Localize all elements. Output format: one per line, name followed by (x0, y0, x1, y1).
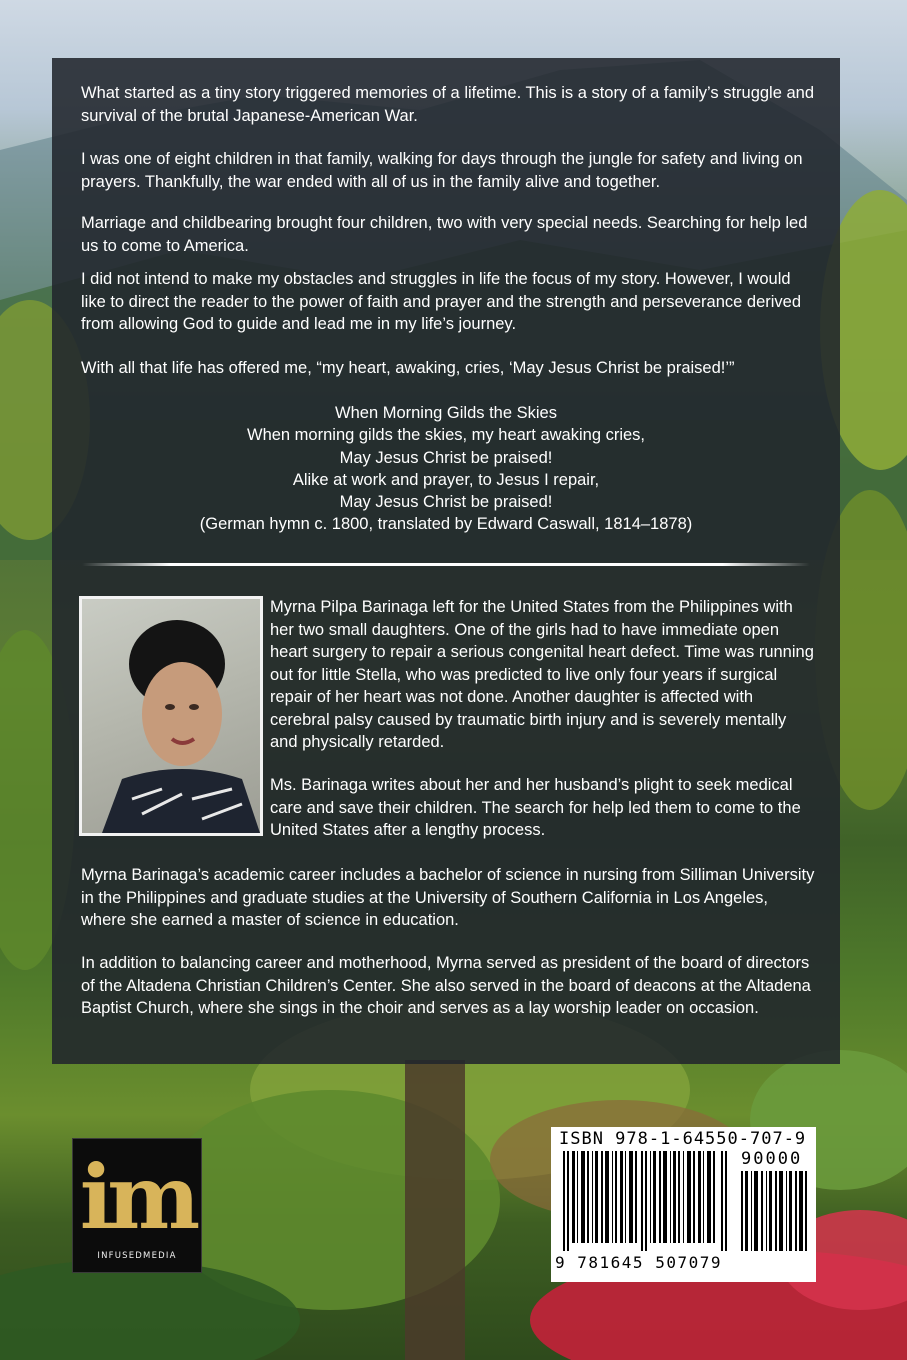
author-bio-paragraph: In addition to balancing career and motherhood, Myrna served as president of the board of directors of the Altadena Christian Children’s Center. She also served in the board of deacons at the Altadena Baptist Church, where she sings in the choir and serves as a lay worship leader on occasion. (81, 954, 811, 1017)
hymn-line: May Jesus Christ be praised! (339, 493, 553, 512)
publisher-logo (72, 1138, 202, 1273)
isbn-barcode (551, 1127, 816, 1282)
intro-paragraph: I was one of eight children in that family, walking for days through the jungle for safety and living on prayers. Thankfully, the war ended with all of us in the family alive and together. (81, 150, 803, 191)
author-bio-paragraph: Myrna Pilpa Barinaga left for the United States from the Philippines with her two small daughters. One of the girls had to have immediate open heart surgery to repair a serious congenital heart defect. Time was running out for little Stella, who was predicted to live only four years if surgical repair of her heart was not done. Another daughter is affected with cerebral palsy caused by traumatic birth injury and is severely mentally and physically retarded. (270, 598, 814, 751)
intro-paragraph: With all that life has offered me, “my heart, awaking, cries, ‘May Jesus Christ be praised!’” (81, 359, 735, 377)
addon-bars (741, 1171, 809, 1251)
author-photo (79, 596, 263, 836)
ean-digits: 9 781645 507079 (555, 1253, 722, 1272)
author-bio-paragraph: Myrna Barinaga’s academic career includes a bachelor of science in nursing from Silliman University in the Philippines and graduate studies at the University of Southern California in Los Angeles, where she earned a master of science in education. (81, 866, 815, 929)
author-bio-paragraph: Ms. Barinaga writes about her and her husband’s plight to seek medical care and save their children. The search for help led them to come to the United States after a lengthy process. (270, 776, 801, 839)
hymn-line: When morning gilds the skies, my heart awaking cries, (247, 426, 645, 445)
intro-paragraph: I did not intend to make my obstacles and struggles in life the focus of my story. However, I would like to direct the reader to the power of faith and prayer and the strength and perseverance derived from allowing God to guide and lead me in my life’s journey. (81, 270, 802, 333)
intro-paragraph: What started as a tiny story triggered memories of a lifetime. This is a story of a family’s struggle and survival of the brutal Japanese-American War. (81, 84, 815, 125)
isbn-label: ISBN 978-1-64550-707-9 (559, 1129, 807, 1149)
intro-paragraph: Marriage and childbearing brought four children, two with very special needs. Searching for help led us to come to America. (81, 214, 808, 255)
publisher-name: INFUSEDMEDIA (97, 1251, 177, 1261)
description-panel (52, 58, 840, 1064)
ean-bars (563, 1151, 733, 1251)
section-divider (82, 563, 810, 566)
hymn-line: May Jesus Christ be praised! (339, 448, 553, 467)
hymn-line: Alike at work and prayer, to Jesus I repair, (292, 470, 600, 489)
hymn-title: When Morning Gilds the Skies (335, 404, 557, 422)
publisher-logo-mark: im (79, 1145, 195, 1249)
hymn-quote (52, 402, 840, 536)
price-code: 90000 (741, 1149, 803, 1169)
hymn-attribution: (German hymn c. 1800, translated by Edward Caswall, 1814–1878) (199, 515, 693, 534)
